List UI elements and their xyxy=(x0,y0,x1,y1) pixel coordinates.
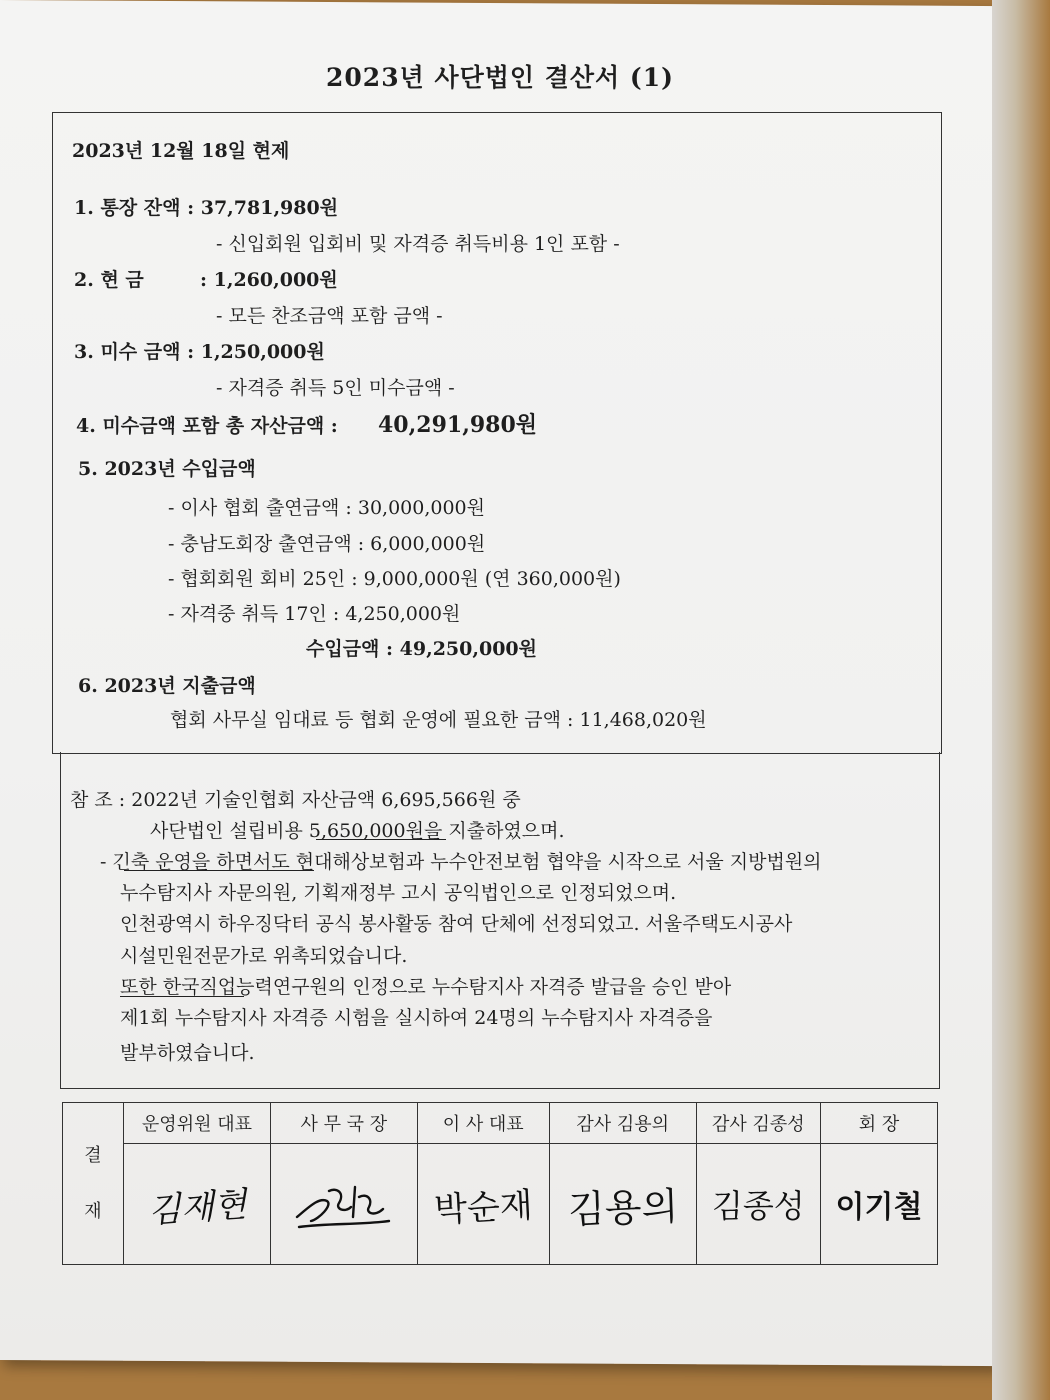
approval-header-auditor-1: 감사 김용의 xyxy=(549,1103,696,1144)
income-membership: - 협회회원 회비 25인 : 9,000,000원 (연 360,000원) xyxy=(168,568,621,590)
ref-line-9: 발부하였습니다. xyxy=(120,1042,255,1064)
item-bank-balance: 1. 통장 잔액 : 37,781,980원 xyxy=(74,197,339,219)
date-line: 2023년 12월 18일 현제 xyxy=(72,140,290,162)
item-bank-balance-note: - 신입회원 입회비 및 자격증 취득비용 1인 포함 - xyxy=(216,233,620,255)
handwritten-underline xyxy=(120,996,244,997)
signature-director: 박순재 xyxy=(417,1144,549,1265)
item-receivable: 3. 미수 금액 : 1,250,000원 xyxy=(74,341,325,363)
expense-detail: 협회 사무실 임대료 등 협회 운영에 필요한 금액 : 11,468,020원 xyxy=(170,709,707,731)
item-expense-heading: 6. 2023년 지출금액 xyxy=(78,675,256,697)
item-total-assets-label: 4. 미수금액 포함 총 자산금액 : xyxy=(76,415,338,437)
ref-line-3: - 긴축 운영을 하면서도 현대해상보험과 누수안전보험 협약을 시작으로 서울 지방법원의 xyxy=(100,851,822,873)
ref-line-2: 사단법인 설립비용 5,650,000원을 지출하였으며. xyxy=(150,820,565,842)
document-title: 2023년 사단법인 결산서 (1) xyxy=(326,63,674,92)
approval-header-director: 이 사 대표 xyxy=(417,1103,549,1144)
item-receivable-note: - 자격증 취득 5인 미수금액 - xyxy=(216,377,455,399)
item-income-heading: 5. 2023년 수입금액 xyxy=(78,458,256,480)
approval-header-secretary: 사 무 국 장 xyxy=(270,1103,417,1144)
signature-secretary xyxy=(270,1144,417,1265)
item-cash-value: : 1,260,000원 xyxy=(200,269,338,291)
approval-table xyxy=(62,1102,938,1265)
ref-line-8: 제1회 누수탐지사 자격증 시험을 실시하여 24명의 누수탐지사 자격증을 xyxy=(120,1007,713,1029)
item-cash-label: 2. 현 금 xyxy=(74,269,144,291)
income-directors: - 이사 협회 출연금액 : 30,000,000원 xyxy=(168,497,485,519)
item-cash-note: - 모든 찬조금액 포함 금액 - xyxy=(216,305,443,327)
handwritten-underline xyxy=(316,839,446,840)
approval-header-auditor-2: 감사 김종성 xyxy=(696,1103,820,1144)
approval-header-president: 회 장 xyxy=(821,1103,938,1144)
approval-side-label: 결 재 xyxy=(63,1103,124,1265)
signature-auditor-1: 김용의 xyxy=(549,1144,696,1265)
income-total: 수입금액 : 49,250,000원 xyxy=(306,638,538,660)
ref-line-4: 누수탐지사 자문의원, 기획재정부 고시 공익법인으로 인정되었으며. xyxy=(120,882,677,904)
signature-scribble xyxy=(289,1167,399,1237)
desk-edge xyxy=(992,0,1050,1400)
signature-ops-rep: 김재현 xyxy=(124,1144,271,1265)
ref-line-6: 시설민원전문가로 위촉되었습니다. xyxy=(120,945,408,967)
ref-line-1: 참 조 : 2022년 기술인협회 자산금액 6,695,566원 중 xyxy=(70,789,521,811)
item-total-assets-value: 40,291,980원 xyxy=(378,412,538,438)
ref-line-5: 인천광역시 하우징닥터 공식 봉사활동 참여 단체에 선정되었고. 서울주택도시공사 xyxy=(120,913,793,935)
ref-line-7: 또한 한국직업능력연구원의 인정으로 누수탐지사 자격증 발급을 승인 받아 xyxy=(120,976,732,998)
handwritten-underline xyxy=(124,870,314,871)
income-chungnam: - 충남도회장 출연금액 : 6,000,000원 xyxy=(168,533,486,555)
signature-auditor-2: 김종성 xyxy=(696,1144,820,1265)
signature-president: 이기철 xyxy=(821,1144,938,1265)
approval-header-ops-rep: 운영위원 대표 xyxy=(124,1103,271,1144)
income-certification: - 자격중 취득 17인 : 4,250,000원 xyxy=(168,603,461,625)
